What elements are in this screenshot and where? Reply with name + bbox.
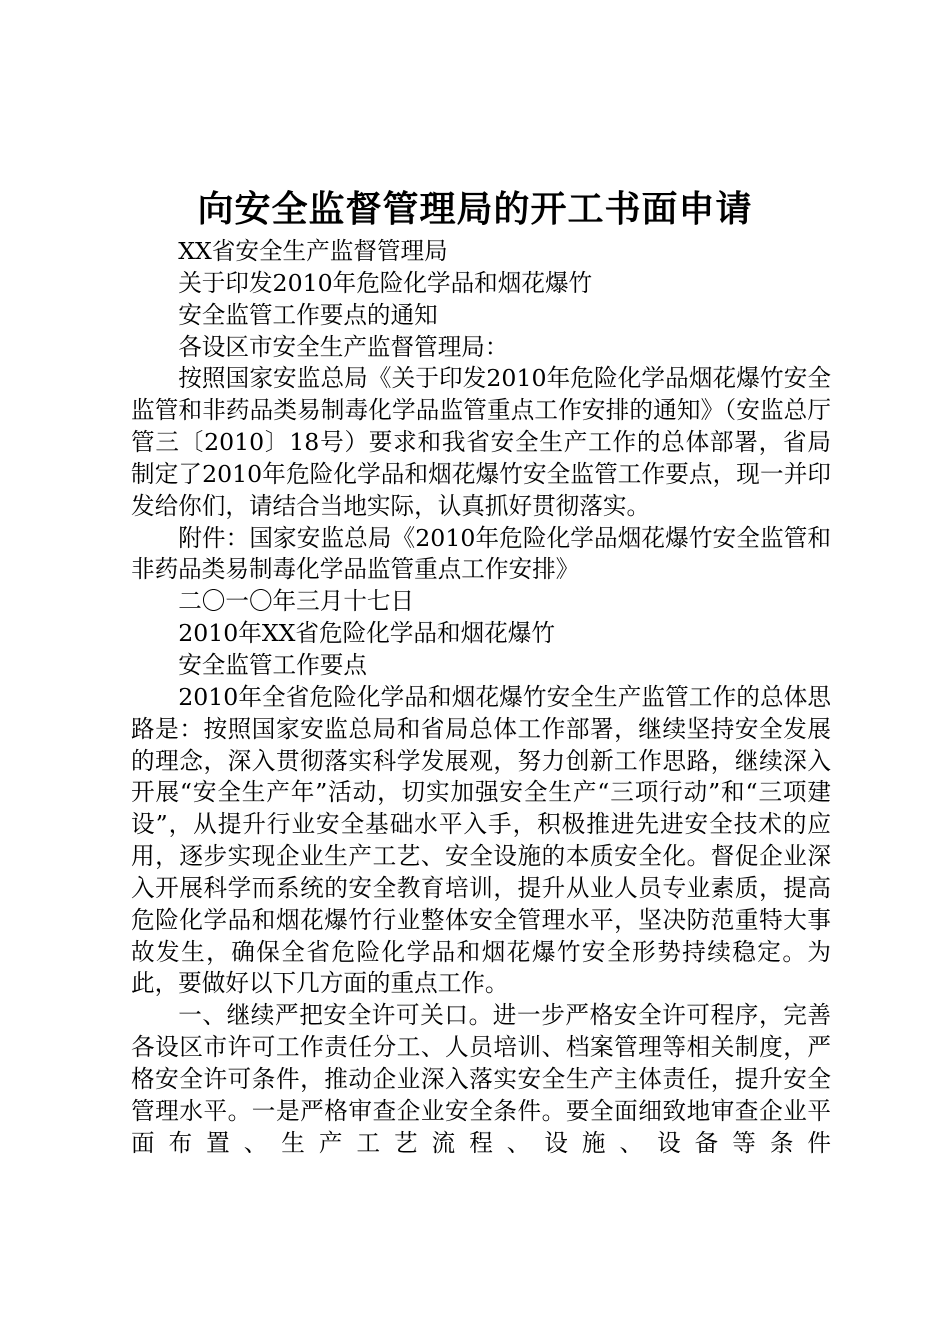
paragraph-addressee: 各设区市安全生产监督管理局：	[178, 332, 509, 361]
paragraph-subject-line-2: 安全监管工作要点的通知	[178, 300, 438, 329]
paragraph-issuer: XX省安全生产监督管理局	[178, 237, 448, 265]
document-body	[131, 236, 831, 1159]
paragraph-subject-line-1: 关于印发2010年危险化学品和烟花爆竹	[178, 268, 593, 297]
paragraph-overall-approach: 2010年全省危险化学品和烟花爆竹安全生产监管工作的总体思路是：按照国家安监总局和省局总体工作部署，继续坚持安全发展的理念，深入贯彻落实科学发展观，努力创新工作思路，继续深入开展“安全生产年”活动，切实加强安全生产“三项行动”和“三项建设”，从提升行业安全基础水平入手，积极推进先进安全技术的应用，逐步实现企业生产工艺、安全设施的本质安全化。督促企业深入开展科学而系统的安全教育培训，提升从业人员专业素质，提高危险化学品和烟花爆竹行业整体安全管理水平，坚决防范重特大事故发生，确保全省危险化学品和烟花爆竹安全形势持续稳定。为此，要做好以下几方面的重点工作。	[131, 682, 831, 998]
paragraph-date: 二〇一〇年三月十七日	[178, 587, 415, 616]
paragraph-item-one: 一、继续严把安全许可关口。进一步严格安全许可程序，完善各设区市许可工作责任分工、人员培训、档案管理等相关制度，严格安全许可条件，推动企业深入落实安全生产主体责任，提升安全管理水平。一是严格审查企业安全条件。要全面细致地审查企业平面布置、生产工艺流程、设施、设备等条件	[131, 1001, 831, 1157]
paragraph-attachment: 附件：国家安监总局《2010年危险化学品烟花爆竹安全监管和非药品类易制毒化学品监管重点工作安排》	[131, 523, 831, 584]
paragraph-notice-body: 按照国家安监总局《关于印发2010年危险化学品烟花爆竹安全监管和非药品类易制毒化学品监管重点工作安排的通知》（安监总厅管三〔2010〕18号）要求和我省安全生产工作的总体部署，省局制定了2010年危险化学品和烟花爆竹安全监管工作要点，现一并印发给你们，请结合当地实际，认真抓好贯彻落实。	[131, 364, 831, 520]
document-title: 向安全监督管理局的开工书面申请	[197, 189, 753, 230]
paragraph-section-title-line-1: 2010年XX省危险化学品和烟花爆竹	[178, 619, 555, 648]
paragraph-section-title-line-2: 安全监管工作要点	[178, 650, 367, 679]
